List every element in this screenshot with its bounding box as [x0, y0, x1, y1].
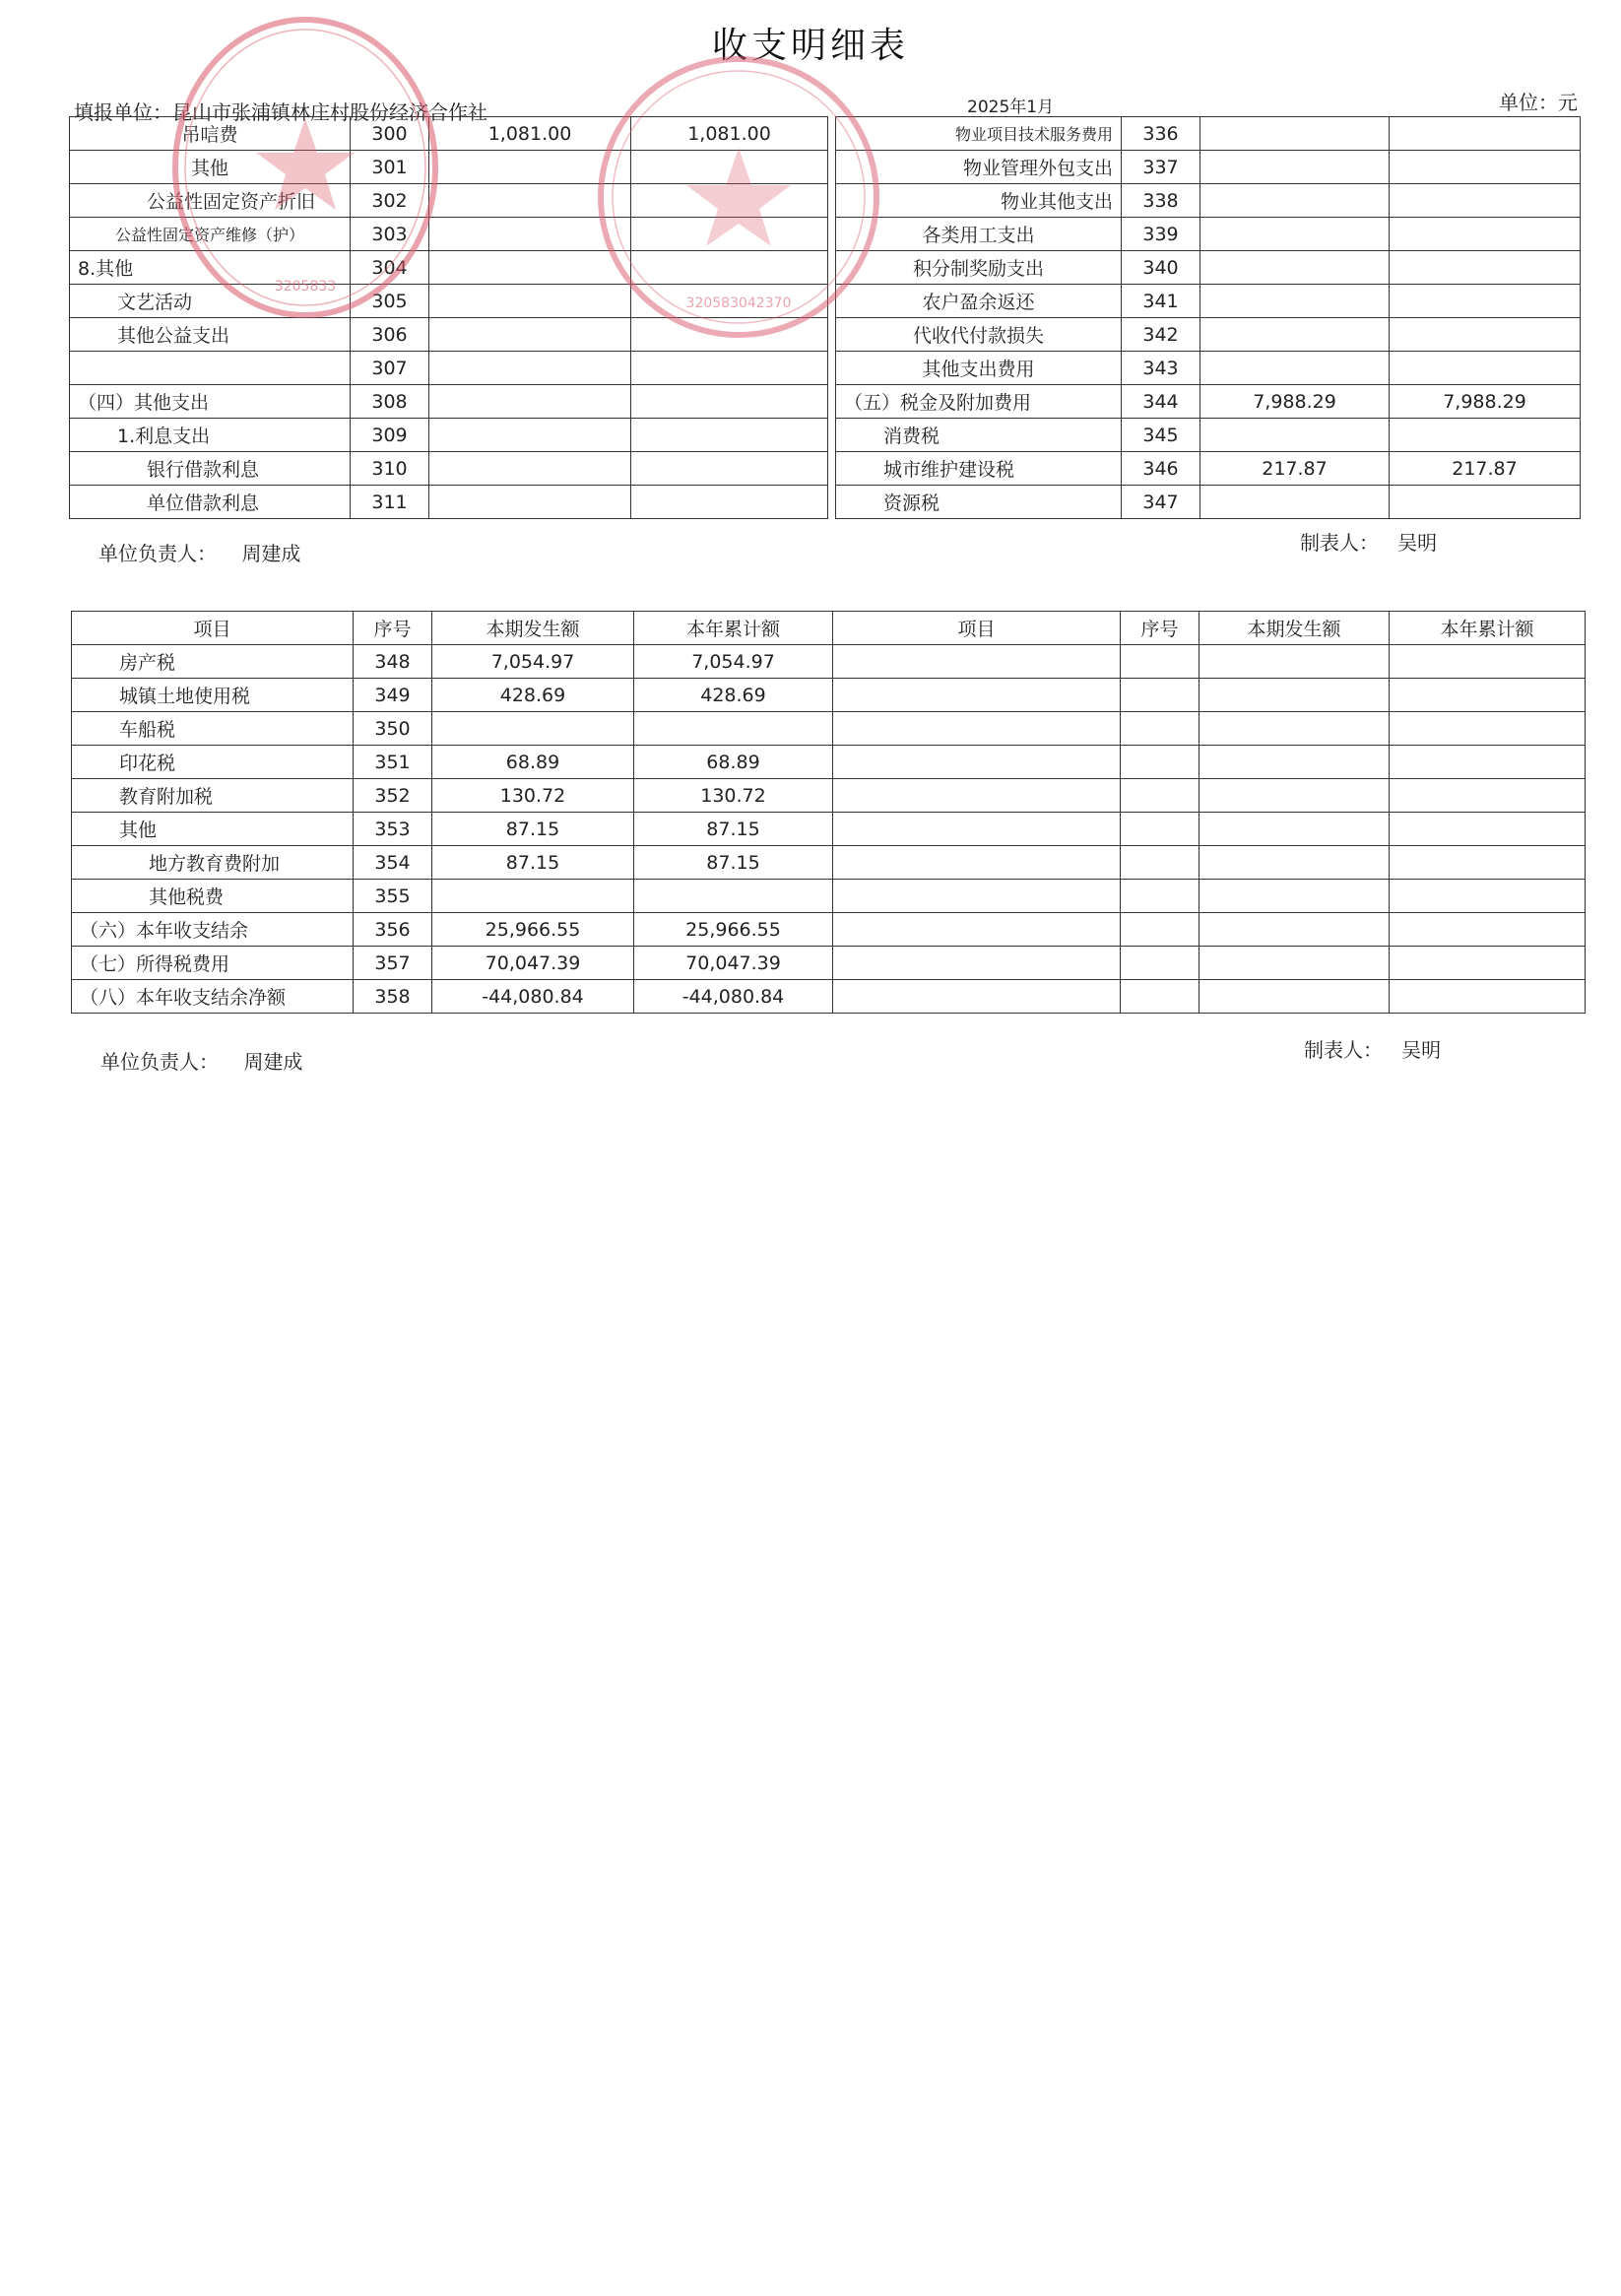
- table-row: [70, 218, 1581, 251]
- ytd-amount-cell: [1390, 947, 1586, 980]
- seq-cell: 346: [1122, 452, 1200, 486]
- seal-code-right: 320583042370: [685, 295, 792, 311]
- ytd-amount-cell: [1390, 117, 1581, 151]
- ytd-amount-cell: [631, 352, 828, 385]
- ytd-amount-cell: [631, 151, 828, 184]
- ytd-amount-cell: 217.87: [1390, 452, 1581, 486]
- ytd-amount-cell: [1390, 779, 1586, 813]
- current-amount-cell: [1200, 813, 1390, 846]
- column-gap: [828, 184, 836, 218]
- item-cell: 其他: [70, 151, 351, 184]
- current-amount-cell: 1,081.00: [429, 117, 631, 151]
- current-amount-cell: [1200, 352, 1390, 385]
- table-row: [72, 712, 1586, 746]
- current-amount-cell: 428.69: [432, 679, 634, 712]
- seq-cell: 336: [1122, 117, 1200, 151]
- seq-cell: 303: [351, 218, 429, 251]
- item-cell: 印花税: [72, 746, 354, 779]
- table-row: [72, 746, 1586, 779]
- item-cell: 其他: [72, 813, 354, 846]
- seq-cell: [1121, 846, 1200, 880]
- ytd-amount-cell: 428.69: [634, 679, 833, 712]
- current-amount-cell: [1200, 151, 1390, 184]
- table-row: [70, 452, 1581, 486]
- item-cell: 物业项目技术服务费用: [836, 117, 1122, 151]
- seq-cell: [1121, 679, 1200, 712]
- table-row: [70, 251, 1581, 285]
- item-cell: 房产税: [72, 645, 354, 679]
- item-cell: （八）本年收支结余净额: [72, 980, 354, 1014]
- current-amount-cell: [429, 419, 631, 452]
- table-row: [72, 846, 1586, 880]
- seq-cell: 340: [1122, 251, 1200, 285]
- seq-cell: 342: [1122, 318, 1200, 352]
- item-cell: 车船税: [72, 712, 354, 746]
- current-amount-cell: [1200, 746, 1390, 779]
- item-cell: 公益性固定资产折旧: [70, 184, 351, 218]
- item-cell: [833, 913, 1121, 947]
- current-amount-cell: [1200, 779, 1390, 813]
- ytd-amount-cell: [1390, 285, 1581, 318]
- current-amount-cell: [1200, 679, 1390, 712]
- ytd-amount-cell: [631, 419, 828, 452]
- table-row: [72, 947, 1586, 980]
- ytd-amount-cell: [1390, 913, 1586, 947]
- column-header: 本年累计额: [1390, 612, 1586, 645]
- preparer-name: 吴明: [1401, 1038, 1442, 1062]
- item-cell: 吊唁费: [70, 117, 351, 151]
- ytd-amount-cell: [1390, 218, 1581, 251]
- current-amount-cell: 87.15: [432, 813, 634, 846]
- seq-cell: 341: [1122, 285, 1200, 318]
- report-period: 2025年1月: [967, 98, 1055, 117]
- item-cell: 单位借款利息: [70, 486, 351, 519]
- table-row: [70, 385, 1581, 419]
- lower-responsible: [100, 1046, 302, 1075]
- current-amount-cell: [429, 385, 631, 419]
- item-cell: [833, 712, 1121, 746]
- seq-cell: 357: [354, 947, 432, 980]
- current-amount-cell: -44,080.84: [432, 980, 634, 1014]
- ytd-amount-cell: [631, 285, 828, 318]
- current-amount-cell: [1200, 251, 1390, 285]
- ytd-amount-cell: [1390, 880, 1586, 913]
- ytd-amount-cell: 7,988.29: [1390, 385, 1581, 419]
- current-amount-cell: [1200, 913, 1390, 947]
- seq-cell: [1121, 712, 1200, 746]
- seq-cell: [1121, 779, 1200, 813]
- ytd-amount-cell: 130.72: [634, 779, 833, 813]
- item-cell: [833, 645, 1121, 679]
- ytd-amount-cell: [631, 218, 828, 251]
- item-cell: 积分制奖励支出: [836, 251, 1122, 285]
- item-cell: 城镇土地使用税: [72, 679, 354, 712]
- table-row: [72, 645, 1586, 679]
- seq-cell: [1121, 880, 1200, 913]
- column-header: 本期发生额: [432, 612, 634, 645]
- current-amount-cell: [1200, 880, 1390, 913]
- item-cell: （七）所得税费用: [72, 947, 354, 980]
- table-row: [70, 285, 1581, 318]
- item-cell: [833, 746, 1121, 779]
- ytd-amount-cell: 7,054.97: [634, 645, 833, 679]
- ytd-amount-cell: 70,047.39: [634, 947, 833, 980]
- table-row: [70, 486, 1581, 519]
- responsible-label: 单位负责人：: [98, 542, 217, 565]
- table-row: [70, 151, 1581, 184]
- column-header: 序号: [1121, 612, 1200, 645]
- current-amount-cell: [429, 486, 631, 519]
- seq-cell: 302: [351, 184, 429, 218]
- item-cell: 教育附加税: [72, 779, 354, 813]
- ytd-amount-cell: [1390, 318, 1581, 352]
- column-gap: [828, 151, 836, 184]
- current-amount-cell: [1200, 184, 1390, 218]
- seq-cell: 355: [354, 880, 432, 913]
- seq-cell: 358: [354, 980, 432, 1014]
- item-cell: 8.其他: [70, 251, 351, 285]
- ytd-amount-cell: [1390, 151, 1581, 184]
- preparer-label: 制表人：: [1300, 531, 1379, 555]
- item-cell: 城市维护建设税: [836, 452, 1122, 486]
- ytd-amount-cell: [1390, 846, 1586, 880]
- ytd-amount-cell: [631, 486, 828, 519]
- column-gap: [828, 385, 836, 419]
- ytd-amount-cell: [1390, 352, 1581, 385]
- table-row: [72, 913, 1586, 947]
- preparer-name: 吴明: [1397, 531, 1438, 555]
- column-gap: [828, 486, 836, 519]
- current-amount-cell: [1200, 285, 1390, 318]
- item-cell: 消费税: [836, 419, 1122, 452]
- table-row: [70, 419, 1581, 452]
- item-cell: 各类用工支出: [836, 218, 1122, 251]
- column-gap: [828, 419, 836, 452]
- item-cell: 资源税: [836, 486, 1122, 519]
- seq-cell: 301: [351, 151, 429, 184]
- ytd-amount-cell: [1390, 419, 1581, 452]
- current-amount-cell: 217.87: [1200, 452, 1390, 486]
- column-gap: [828, 452, 836, 486]
- current-amount-cell: [429, 151, 631, 184]
- item-cell: [833, 679, 1121, 712]
- current-amount-cell: [1200, 419, 1390, 452]
- seq-cell: 300: [351, 117, 429, 151]
- responsible-name: 周建成: [243, 1050, 303, 1074]
- seq-cell: [1121, 913, 1200, 947]
- seq-cell: 354: [354, 846, 432, 880]
- current-amount-cell: [429, 318, 631, 352]
- ytd-amount-cell: [1390, 746, 1586, 779]
- current-amount-cell: 7,054.97: [432, 645, 634, 679]
- current-amount-cell: [432, 712, 634, 746]
- current-amount-cell: 68.89: [432, 746, 634, 779]
- seq-cell: 343: [1122, 352, 1200, 385]
- current-amount-cell: [429, 184, 631, 218]
- item-cell: 其他公益支出: [70, 318, 351, 352]
- ytd-amount-cell: [631, 452, 828, 486]
- seq-cell: [1121, 813, 1200, 846]
- current-amount-cell: 25,966.55: [432, 913, 634, 947]
- item-cell: 银行借款利息: [70, 452, 351, 486]
- item-cell: [833, 779, 1121, 813]
- ytd-amount-cell: [631, 251, 828, 285]
- ytd-amount-cell: [1390, 251, 1581, 285]
- item-cell: （四）其他支出: [70, 385, 351, 419]
- item-cell: （五）税金及附加费用: [836, 385, 1122, 419]
- responsible-name: 周建成: [241, 542, 301, 565]
- seq-cell: 307: [351, 352, 429, 385]
- seq-cell: 353: [354, 813, 432, 846]
- seq-cell: 306: [351, 318, 429, 352]
- item-cell: 农户盈余返还: [836, 285, 1122, 318]
- column-header: 项目: [833, 612, 1121, 645]
- seq-cell: 310: [351, 452, 429, 486]
- seq-cell: 349: [354, 679, 432, 712]
- table-row: [70, 352, 1581, 385]
- item-cell: 物业其他支出: [836, 184, 1122, 218]
- seq-cell: [1121, 980, 1200, 1014]
- seq-cell: 351: [354, 746, 432, 779]
- ytd-amount-cell: [634, 880, 833, 913]
- column-gap: [828, 318, 836, 352]
- seq-cell: [1121, 947, 1200, 980]
- seq-cell: 337: [1122, 151, 1200, 184]
- item-cell: 文艺活动: [70, 285, 351, 318]
- detail-table-lower: [71, 611, 1586, 1014]
- ytd-amount-cell: [1390, 679, 1586, 712]
- seq-cell: 356: [354, 913, 432, 947]
- current-amount-cell: [1200, 218, 1390, 251]
- seq-cell: 350: [354, 712, 432, 746]
- seq-cell: 344: [1122, 385, 1200, 419]
- current-amount-cell: [1200, 947, 1390, 980]
- current-amount-cell: [429, 352, 631, 385]
- seq-cell: [1121, 645, 1200, 679]
- current-amount-cell: [432, 880, 634, 913]
- table-row: [72, 779, 1586, 813]
- item-cell: （六）本年收支结余: [72, 913, 354, 947]
- current-amount-cell: [429, 452, 631, 486]
- ytd-amount-cell: 87.15: [634, 846, 833, 880]
- current-amount-cell: [429, 285, 631, 318]
- seq-cell: 348: [354, 645, 432, 679]
- ytd-amount-cell: [1390, 645, 1586, 679]
- ytd-amount-cell: [634, 712, 833, 746]
- preparer-label: 制表人：: [1304, 1038, 1383, 1062]
- current-amount-cell: [1200, 712, 1390, 746]
- item-cell: 其他税费: [72, 880, 354, 913]
- column-gap: [828, 285, 836, 318]
- table-row: [70, 318, 1581, 352]
- seq-cell: 339: [1122, 218, 1200, 251]
- column-gap: [828, 218, 836, 251]
- ytd-amount-cell: [631, 318, 828, 352]
- item-cell: 1.利息支出: [70, 419, 351, 452]
- column-header: 项目: [72, 612, 354, 645]
- table-row: [72, 679, 1586, 712]
- ytd-amount-cell: [1390, 184, 1581, 218]
- ytd-amount-cell: [1390, 980, 1586, 1014]
- current-amount-cell: [1200, 980, 1390, 1014]
- item-cell: [833, 947, 1121, 980]
- column-gap: [828, 117, 836, 151]
- ytd-amount-cell: [1390, 813, 1586, 846]
- reporting-unit-name: 昆山市张浦镇林庄村股份经济合作社: [172, 100, 487, 124]
- current-amount-cell: 7,988.29: [1200, 385, 1390, 419]
- item-cell: 代收代付款损失: [836, 318, 1122, 352]
- column-gap: [828, 352, 836, 385]
- ytd-amount-cell: 25,966.55: [634, 913, 833, 947]
- ytd-amount-cell: 87.15: [634, 813, 833, 846]
- ytd-amount-cell: [631, 385, 828, 419]
- current-amount-cell: 130.72: [432, 779, 634, 813]
- column-gap: [828, 251, 836, 285]
- ytd-amount-cell: 1,081.00: [631, 117, 828, 151]
- seq-cell: [1121, 746, 1200, 779]
- seq-cell: 308: [351, 385, 429, 419]
- table-row: [72, 813, 1586, 846]
- current-amount-cell: [1200, 645, 1390, 679]
- column-header: 本年累计额: [634, 612, 833, 645]
- upper-preparer: [1300, 527, 1437, 556]
- current-amount-cell: [1200, 846, 1390, 880]
- current-amount-cell: 87.15: [432, 846, 634, 880]
- ytd-amount-cell: [631, 184, 828, 218]
- table-row: [70, 117, 1581, 151]
- currency-unit: 单位：元: [1499, 91, 1578, 114]
- item-cell: 物业管理外包支出: [836, 151, 1122, 184]
- current-amount-cell: [1200, 486, 1390, 519]
- item-cell: [833, 980, 1121, 1014]
- table-row: [72, 880, 1586, 913]
- seq-cell: 347: [1122, 486, 1200, 519]
- responsible-label: 单位负责人：: [100, 1050, 219, 1074]
- reporting-unit-label: 填报单位：: [74, 100, 172, 124]
- lower-preparer: [1304, 1034, 1441, 1063]
- current-amount-cell: [429, 251, 631, 285]
- detail-table-upper: [69, 116, 1581, 519]
- table-row: [72, 980, 1586, 1014]
- table-header-row: [72, 612, 1586, 645]
- item-cell: [833, 880, 1121, 913]
- item-cell: 其他支出费用: [836, 352, 1122, 385]
- column-header: 本期发生额: [1200, 612, 1390, 645]
- ytd-amount-cell: [1390, 486, 1581, 519]
- ytd-amount-cell: 68.89: [634, 746, 833, 779]
- table-row: [70, 184, 1581, 218]
- current-amount-cell: [1200, 318, 1390, 352]
- current-amount-cell: [1200, 117, 1390, 151]
- item-cell: [70, 352, 351, 385]
- current-amount-cell: 70,047.39: [432, 947, 634, 980]
- upper-responsible: [98, 538, 300, 566]
- item-cell: 地方教育费附加: [72, 846, 354, 880]
- seal-code-left: 3205833: [274, 279, 337, 295]
- ytd-amount-cell: -44,080.84: [634, 980, 833, 1014]
- seq-cell: 309: [351, 419, 429, 452]
- seq-cell: 338: [1122, 184, 1200, 218]
- item-cell: 公益性固定资产维修（护）: [70, 218, 351, 251]
- item-cell: [833, 846, 1121, 880]
- column-header: 序号: [354, 612, 432, 645]
- seq-cell: 345: [1122, 419, 1200, 452]
- current-amount-cell: [429, 218, 631, 251]
- seq-cell: 304: [351, 251, 429, 285]
- seq-cell: 305: [351, 285, 429, 318]
- ytd-amount-cell: [1390, 712, 1586, 746]
- item-cell: [833, 813, 1121, 846]
- seq-cell: 311: [351, 486, 429, 519]
- page-title: 收支明细表: [711, 26, 909, 66]
- seq-cell: 352: [354, 779, 432, 813]
